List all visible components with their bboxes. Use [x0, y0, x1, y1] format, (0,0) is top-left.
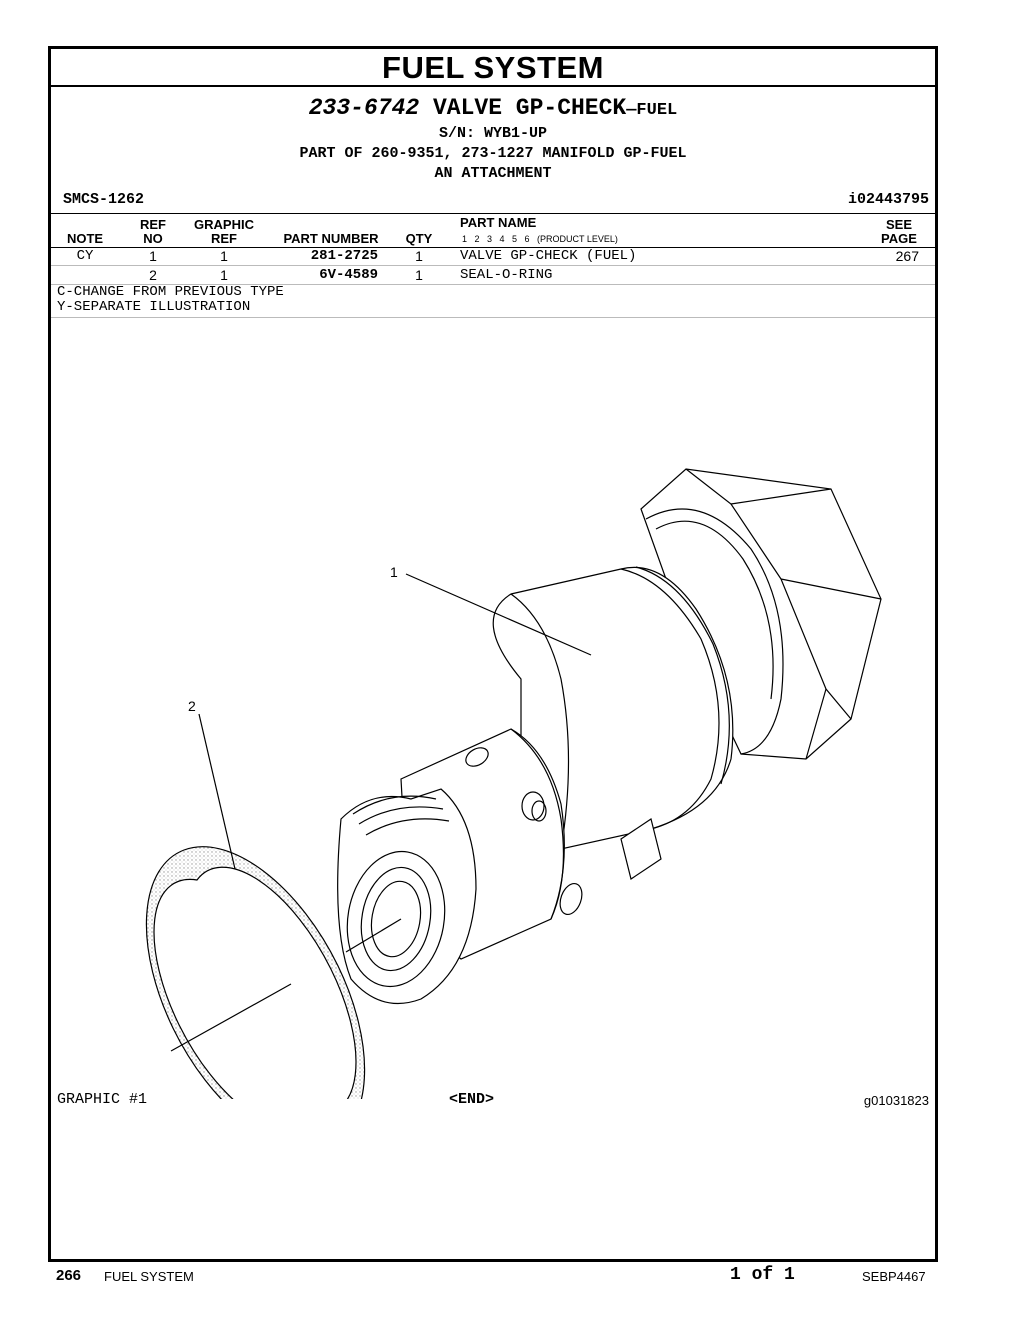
attachment-label: AN ATTACHMENT	[434, 165, 552, 182]
row-part-number: 6V-4589	[319, 267, 378, 283]
section-title: FUEL SYSTEM	[51, 49, 935, 87]
illustration-ref: i02443795	[847, 191, 929, 208]
header-note: NOTE	[66, 231, 104, 246]
valve-nose	[337, 789, 476, 1004]
row-see-page: 267	[895, 248, 919, 264]
header-see-bottom: PAGE	[881, 231, 917, 246]
header-see-top: SEE	[885, 217, 912, 232]
smcs-code: SMCS-1262	[63, 191, 145, 208]
serial-number: S/N: WYB1-UP	[438, 125, 548, 142]
row-ref-no: 2	[149, 267, 157, 283]
part-name: VALVE GP-CHECK	[432, 95, 627, 121]
header-qty: QTY	[405, 231, 433, 246]
row-qty: 1	[415, 248, 423, 264]
row-graphic-ref: 1	[220, 248, 228, 264]
row-part-number: 281-2725	[310, 248, 378, 264]
header-ref-top: REF	[140, 217, 166, 232]
header-graphic-top: GRAPHIC	[194, 217, 254, 232]
row-part-name: SEAL-O-RING	[460, 267, 553, 283]
graphic-label: GRAPHIC #1	[57, 1091, 148, 1108]
assembly-axis	[171, 984, 291, 1051]
part-title	[51, 95, 935, 124]
callout-2: 2	[188, 698, 196, 714]
callout-1: 1	[390, 564, 398, 580]
row-note: CY	[76, 248, 94, 264]
footer-section: FUEL SYSTEM	[104, 1269, 194, 1284]
footer-page-number: 266	[56, 1267, 82, 1284]
divider	[51, 213, 935, 214]
leader-line-2	[199, 714, 235, 869]
note-legend-c: C-CHANGE FROM PREVIOUS TYPE	[57, 284, 284, 300]
row-graphic-ref: 1	[220, 267, 228, 283]
header-ref-bottom: NO	[143, 231, 163, 246]
page-frame	[48, 46, 938, 1262]
header-graphic-bottom: REF	[211, 231, 237, 246]
product-levels: 1 2 3 4 5 6 (PRODUCT LEVEL)	[462, 234, 618, 244]
note-legend-y: Y-SEPARATE ILLUSTRATION	[57, 299, 251, 315]
part-header	[51, 87, 935, 184]
header-part-name: PART NAME	[460, 215, 537, 230]
footer-document: SEBP4467	[862, 1269, 926, 1284]
row-ref-no: 1	[149, 248, 157, 264]
seal-o-ring	[146, 847, 364, 1099]
end-label: <END>	[449, 1091, 495, 1108]
row-qty: 1	[415, 267, 423, 283]
row-part-name: VALVE GP-CHECK (FUEL)	[460, 248, 637, 264]
valve-illustration	[91, 459, 911, 1099]
part-of: PART OF 260-9351, 273-1227 MANIFOLD GP-FUEL	[299, 145, 687, 162]
row-divider	[51, 317, 935, 318]
header-part-number: PART NUMBER	[283, 231, 379, 246]
footer-page-of: 1 of 1	[730, 1265, 795, 1285]
part-suffix: —FUEL	[626, 101, 678, 120]
graphic-id: g01031823	[863, 1093, 929, 1108]
part-number: 233-6742	[308, 95, 420, 121]
